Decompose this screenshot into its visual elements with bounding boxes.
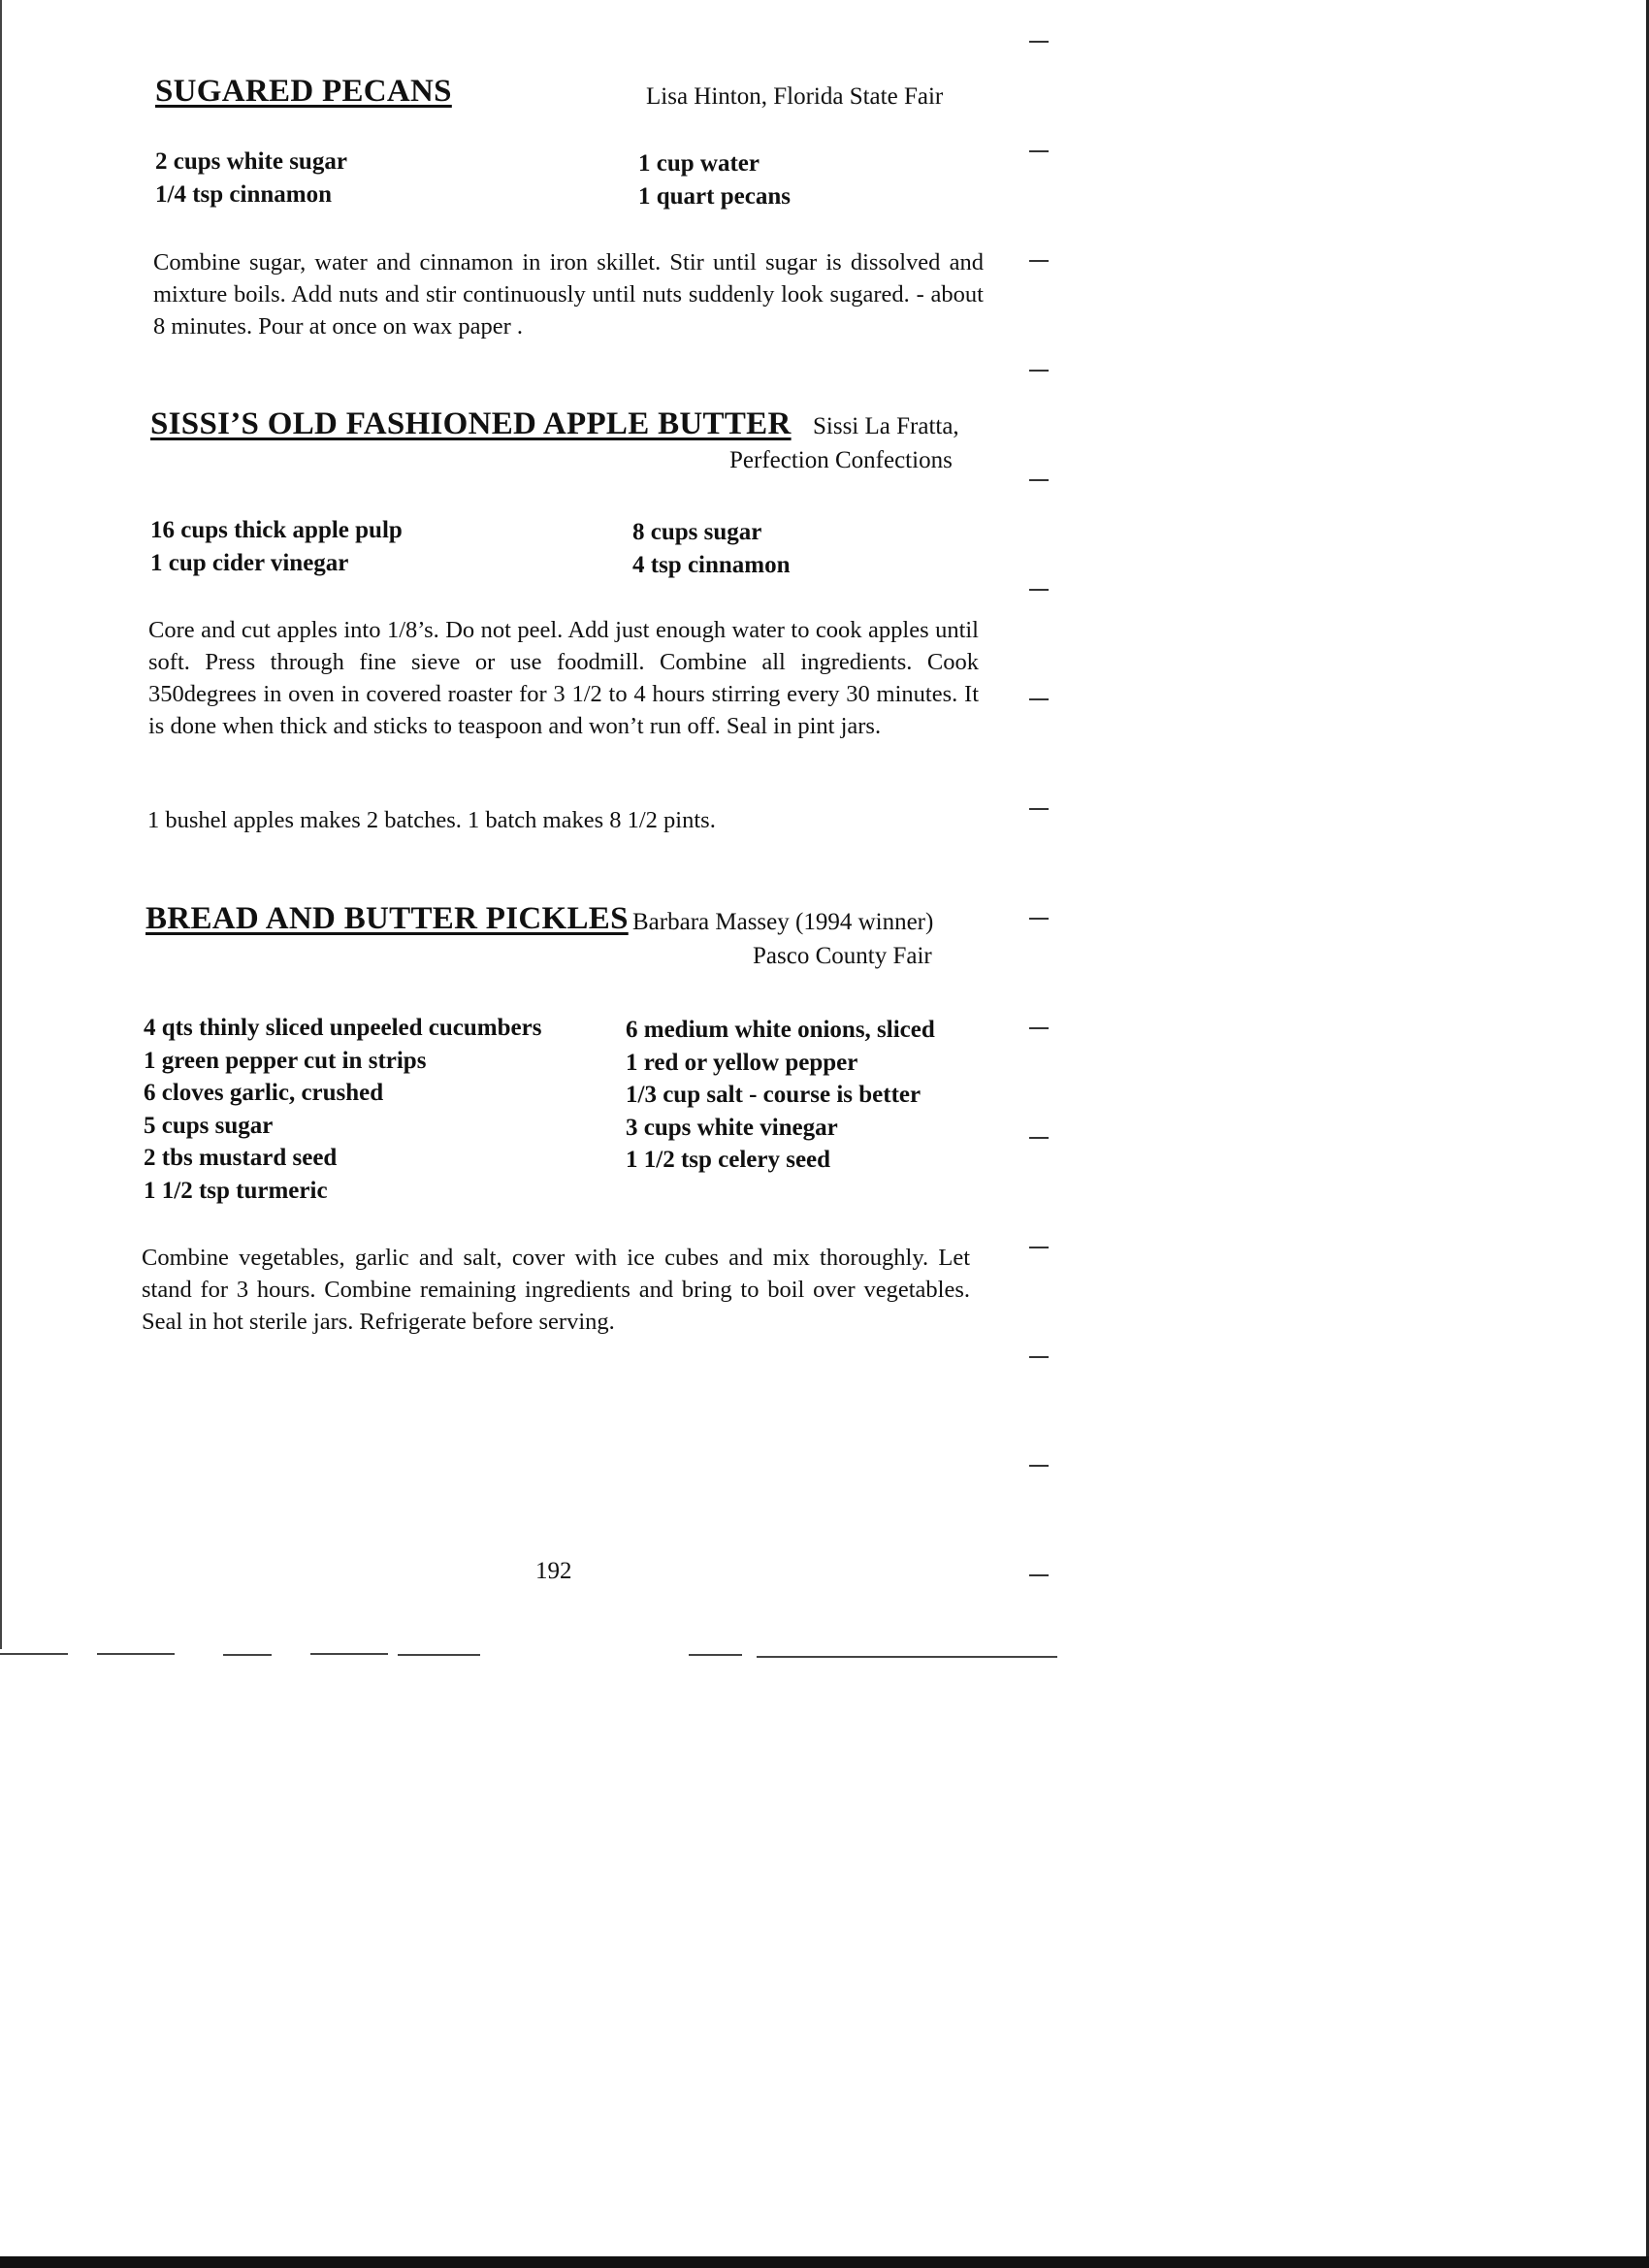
page-edge-left xyxy=(0,0,2,1649)
margin-tick xyxy=(1029,1574,1049,1576)
margin-tick xyxy=(1029,479,1049,481)
margin-tick xyxy=(1029,808,1049,810)
margin-tick xyxy=(1029,1356,1049,1358)
recipe-directions: Combine sugar, water and cinnamon in iron skillet. Stir until sugar is dissolved and mixture boils. Add nuts and stir continuously until nuts suddenly look sugared. - about 8 minutes. Pour at once on wax paper . xyxy=(153,249,984,340)
trim-segment xyxy=(0,1653,68,1655)
ingredient: 1 green pepper cut in strips xyxy=(144,1047,427,1074)
trim-segment xyxy=(757,1656,1057,1658)
ingredient: 5 cups sugar xyxy=(144,1112,274,1139)
margin-tick xyxy=(1029,41,1049,43)
ingredient: 16 cups thick apple pulp xyxy=(150,517,403,543)
margin-tick xyxy=(1029,918,1049,920)
margin-tick xyxy=(1029,1465,1049,1467)
recipe-credit: Lisa Hinton, Florida State Fair xyxy=(646,83,944,110)
ingredient: 6 medium white onions, sliced xyxy=(626,1017,935,1043)
ingredient: 3 cups white vinegar xyxy=(626,1114,838,1141)
recipe-title: BREAD AND BUTTER PICKLES xyxy=(146,901,629,936)
margin-tick xyxy=(1029,698,1049,700)
margin-tick xyxy=(1029,589,1049,591)
ingredient: 2 tbs mustard seed xyxy=(144,1145,338,1171)
ingredients-left xyxy=(155,146,347,211)
ingredient: 2 cups white sugar xyxy=(155,148,347,175)
ingredient: 1 1/2 tsp celery seed xyxy=(626,1147,831,1173)
recipe-directions: Core and cut apples into 1/8’s. Do not peel. Add just enough water to cook apples until soft. Press through fine sieve or use foodmill. Combine all ingredients. Cook 350degrees in oven in covered roaster for 3 1/2 to 4 hours stirring every 30 minutes. It is done when thick and sticks to teaspoon and won’t run off. Seal in pint jars. xyxy=(148,617,979,739)
ingredients-left xyxy=(144,1012,541,1207)
page-number: 192 xyxy=(535,1558,572,1584)
margin-tick xyxy=(1029,260,1049,262)
ingredient: 6 cloves garlic, crushed xyxy=(144,1080,384,1106)
recipe-title: SISSI’S OLD FASHIONED APPLE BUTTER xyxy=(150,406,792,441)
ingredient: 1 quart pecans xyxy=(638,182,791,210)
ingredient: 1 cup water xyxy=(638,150,760,177)
ingredients-right xyxy=(632,516,791,581)
margin-tick xyxy=(1029,370,1049,372)
ingredient: 4 qts thinly sliced unpeeled cucumbers xyxy=(144,1015,542,1041)
recipe-directions: Combine vegetables, garlic and salt, cover with ice cubes and mix thoroughly. Let stand for 3 hours. Combine remaining ingredients and bring to boil over vegetables. Seal in hot sterile jars. Refrigerate before serving. xyxy=(142,1245,970,1335)
recipe-credit-line2: Pasco County Fair xyxy=(753,943,932,969)
page-edge-bottom xyxy=(0,2256,1649,2268)
ingredients-right xyxy=(638,147,791,212)
ingredient: 1 red or yellow pepper xyxy=(626,1049,858,1076)
recipe-title: SUGARED PECANS xyxy=(155,74,452,109)
ingredient: 4 tsp cinnamon xyxy=(632,551,791,578)
margin-tick xyxy=(1029,1027,1049,1029)
ingredient: 1/3 cup salt - course is better xyxy=(626,1082,922,1108)
ingredients-left xyxy=(150,514,403,579)
ingredient: 8 cups sugar xyxy=(632,519,762,545)
ingredient: 1 1/2 tsp turmeric xyxy=(144,1177,328,1204)
trim-segment xyxy=(97,1653,175,1655)
margin-tick xyxy=(1029,1247,1049,1248)
recipe-credit: Sissi La Fratta, xyxy=(813,413,959,439)
recipe-credit: Barbara Massey (1994 winner) xyxy=(632,909,934,935)
trim-segment xyxy=(310,1653,388,1655)
ingredient: 1/4 tsp cinnamon xyxy=(155,180,332,208)
ingredient: 1 cup cider vinegar xyxy=(150,549,349,576)
margin-tick xyxy=(1029,150,1049,152)
recipe-note: 1 bushel apples makes 2 batches. 1 batch makes 8 1/2 pints. xyxy=(147,807,716,833)
recipe-credit-line2: Perfection Confections xyxy=(729,447,953,473)
trim-segment xyxy=(689,1654,742,1656)
trim-segment xyxy=(223,1654,272,1656)
margin-tick xyxy=(1029,1137,1049,1139)
ingredients-right xyxy=(626,1014,935,1177)
trim-segment xyxy=(398,1654,480,1656)
